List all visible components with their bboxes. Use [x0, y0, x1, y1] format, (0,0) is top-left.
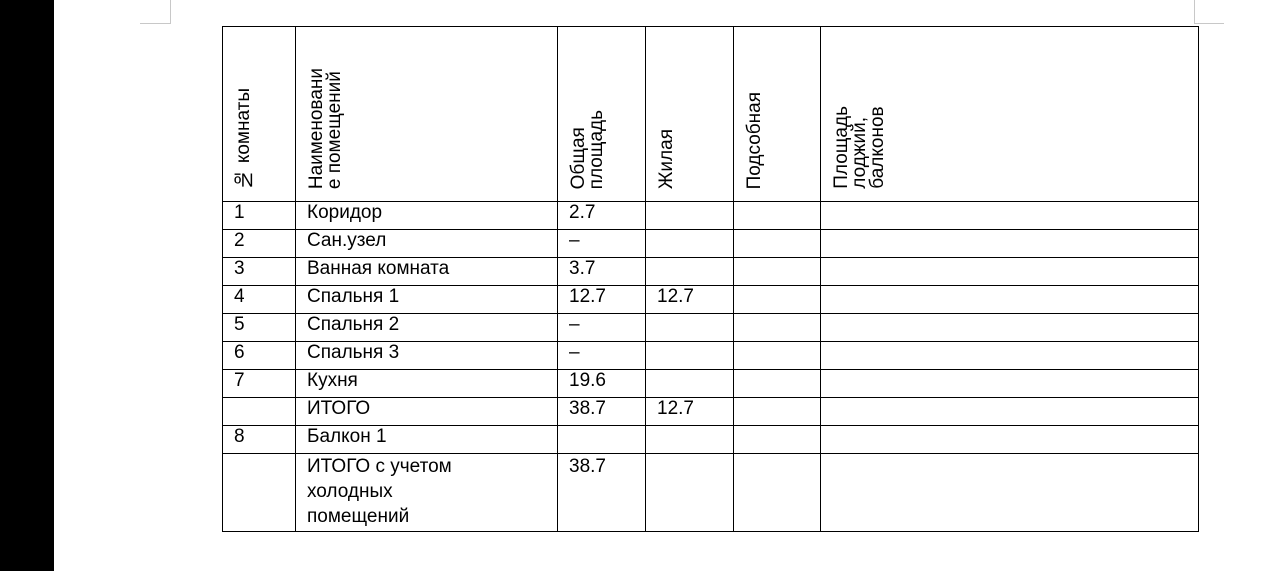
- table-row: [223, 202, 1199, 230]
- cell-total: –: [558, 230, 646, 258]
- cell-balcony: [821, 426, 1199, 454]
- cell-num: 5: [223, 314, 296, 342]
- cell-aux: [734, 370, 821, 398]
- header-room-name: Наименовани е помещений: [296, 27, 558, 202]
- cell-living: [646, 258, 734, 286]
- cell-num: [223, 454, 296, 532]
- cell-aux: [734, 398, 821, 426]
- cell-name: Кухня: [296, 370, 558, 398]
- cell-name: Коридор: [296, 202, 558, 230]
- cell-aux: [734, 230, 821, 258]
- cell-name: Балкон 1: [296, 426, 558, 454]
- cell-living: [646, 426, 734, 454]
- cell-living: [646, 454, 734, 532]
- cell-total: 19.6: [558, 370, 646, 398]
- cell-aux: [734, 314, 821, 342]
- rooms-area-table: [222, 26, 1199, 532]
- cell-total: 3.7: [558, 258, 646, 286]
- cell-total: 12.7: [558, 286, 646, 314]
- cell-total: –: [558, 314, 646, 342]
- cell-aux: [734, 258, 821, 286]
- cell-living: 12.7: [646, 286, 734, 314]
- cell-aux: [734, 454, 821, 532]
- cell-balcony: [821, 202, 1199, 230]
- cell-living: [646, 370, 734, 398]
- cell-name: Спальня 1: [296, 286, 558, 314]
- table-row: [223, 258, 1199, 286]
- crop-mark-right-horizontal: [1194, 23, 1224, 24]
- cell-living: [646, 202, 734, 230]
- table-header-row: [223, 27, 1199, 202]
- cell-num: 8: [223, 426, 296, 454]
- cell-balcony: [821, 314, 1199, 342]
- cell-aux: [734, 426, 821, 454]
- cell-balcony: [821, 370, 1199, 398]
- cell-name: Ванная комната: [296, 258, 558, 286]
- cell-living: [646, 230, 734, 258]
- table-row: [223, 286, 1199, 314]
- header-auxiliary-area: Подсобная: [734, 27, 821, 202]
- cell-name: Спальня 3: [296, 342, 558, 370]
- cell-living: [646, 314, 734, 342]
- cell-num: 2: [223, 230, 296, 258]
- cell-num: 4: [223, 286, 296, 314]
- cell-total: 2.7: [558, 202, 646, 230]
- cell-name: Сан.узел: [296, 230, 558, 258]
- cell-num: [223, 398, 296, 426]
- cell-balcony: [821, 286, 1199, 314]
- header-total-area: Общая площадь: [558, 27, 646, 202]
- crop-mark-left-horizontal: [140, 23, 171, 24]
- cell-num: 1: [223, 202, 296, 230]
- left-black-bar: [0, 0, 54, 571]
- cell-aux: [734, 202, 821, 230]
- cell-balcony: [821, 230, 1199, 258]
- cell-name: ИТОГО с учетом холодных помещений: [296, 454, 558, 532]
- cell-balcony: [821, 342, 1199, 370]
- table-row: [223, 370, 1199, 398]
- table-row: [223, 230, 1199, 258]
- cell-total: 38.7: [558, 454, 646, 532]
- cell-aux: [734, 342, 821, 370]
- cell-living: [646, 342, 734, 370]
- cell-name: Спальня 2: [296, 314, 558, 342]
- header-room-number: № комнаты: [223, 27, 296, 202]
- cell-total: 38.7: [558, 398, 646, 426]
- cell-balcony: [821, 398, 1199, 426]
- cell-num: 6: [223, 342, 296, 370]
- table-row: [223, 342, 1199, 370]
- cell-num: 3: [223, 258, 296, 286]
- cell-total: –: [558, 342, 646, 370]
- cell-aux: [734, 286, 821, 314]
- cell-living: 12.7: [646, 398, 734, 426]
- table-row: [223, 426, 1199, 454]
- cell-name: ИТОГО: [296, 398, 558, 426]
- cell-balcony: [821, 454, 1199, 532]
- table-row: [223, 314, 1199, 342]
- header-balcony-area: Площадь лоджий, балконов: [821, 27, 1199, 202]
- table-row-subtotal: [223, 398, 1199, 426]
- cell-balcony: [821, 258, 1199, 286]
- cell-total: [558, 426, 646, 454]
- crop-mark-left-vertical: [170, 0, 171, 23]
- cell-num: 7: [223, 370, 296, 398]
- crop-mark-right-vertical: [1194, 0, 1195, 23]
- header-living-area: Жилая: [646, 27, 734, 202]
- table-row-grand-total: [223, 454, 1199, 532]
